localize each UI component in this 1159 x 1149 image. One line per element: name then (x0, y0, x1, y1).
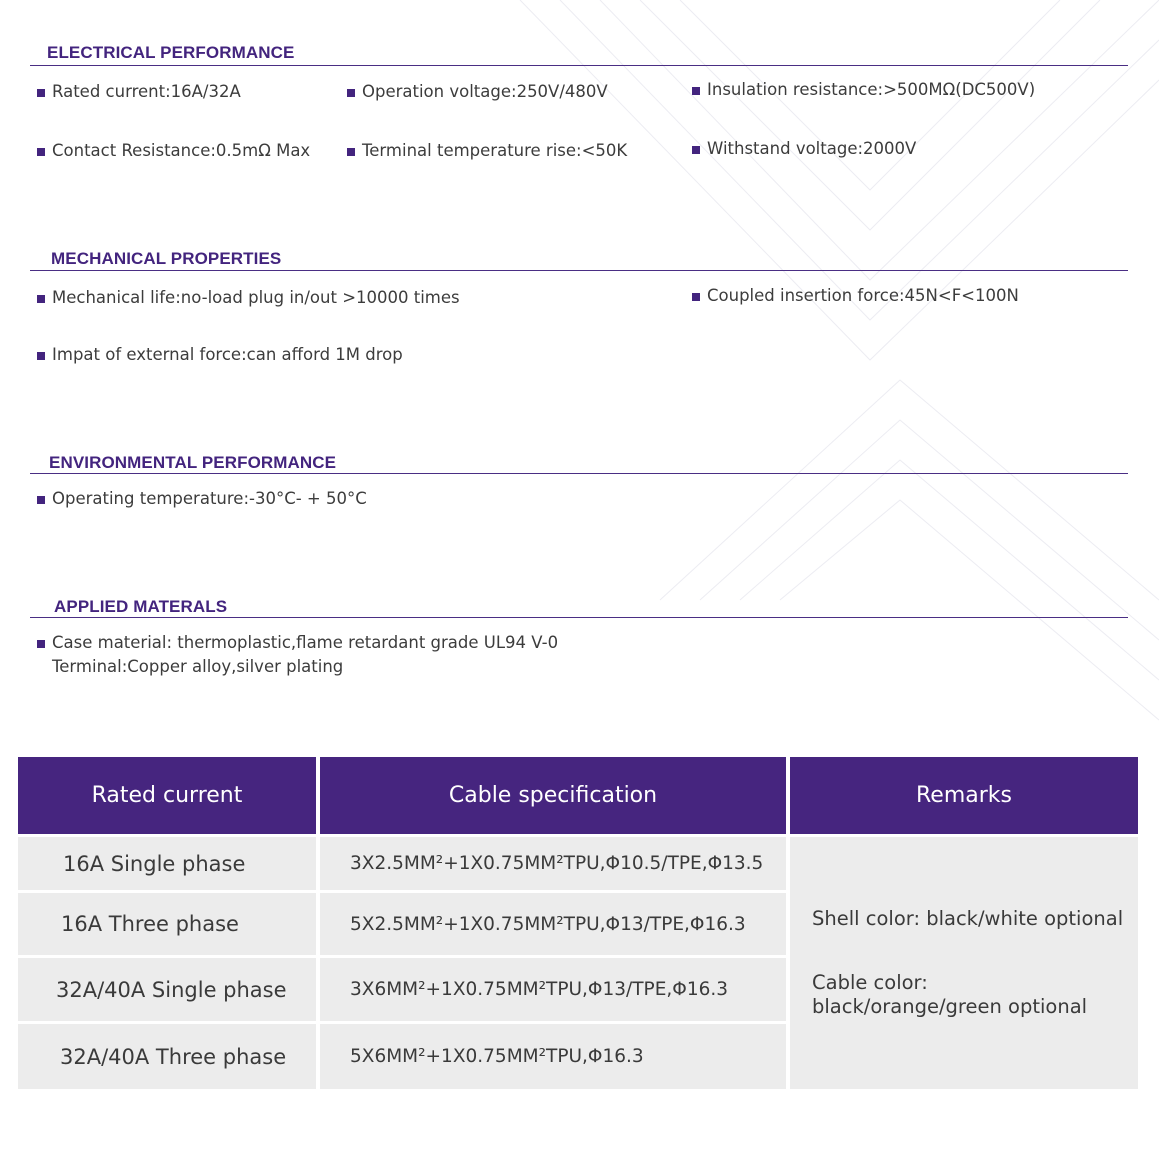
list-item: Withstand voltage:2000V (707, 137, 916, 161)
list-item: Terminal temperature rise:<50K (362, 139, 627, 163)
bullet-square-icon (692, 293, 700, 301)
bullet-square-icon (692, 146, 700, 154)
material-case: Case material: thermoplastic,flame retardant grade UL94 V-0 (52, 633, 559, 652)
table-cell-current: 16A Single phase (18, 837, 316, 890)
remark-shell-color: Shell color: black/white optional (812, 907, 1124, 930)
section-divider (30, 617, 1128, 618)
material-terminal: Terminal:Copper alloy,silver plating (52, 657, 344, 676)
bullet-square-icon (37, 640, 45, 648)
table-cell-cable: 3X2.5MM²+1X0.75MM²TPU,Φ10.5/TPE,Φ13.5 (320, 837, 786, 890)
bullet-square-icon (347, 148, 355, 156)
table-cell-current: 32A/40A Single phase (18, 958, 316, 1021)
list-item: Contact Resistance:0.5mΩ Max (52, 139, 310, 163)
list-item: Mechanical life:no-load plug in/out >10000 times (52, 286, 460, 310)
table-cell-cable: 3X6MM²+1X0.75MM²TPU,Φ13/TPE,Φ16.3 (320, 958, 786, 1021)
table-cell-remarks (790, 837, 1138, 1089)
table-header-rated-current: Rated current (18, 757, 316, 834)
section-divider (30, 473, 1128, 474)
bullet-square-icon (37, 496, 45, 504)
section-divider (30, 65, 1128, 66)
bullet-square-icon (37, 295, 45, 303)
bullet-square-icon (37, 352, 45, 360)
list-item: Insulation resistance:>500MΩ(DC500V) (707, 78, 1035, 102)
bullet-square-icon (347, 89, 355, 97)
bullet-square-icon (37, 148, 45, 156)
section-title-environmental: ENVIRONMENTAL PERFORMANCE (49, 453, 337, 472)
bullet-square-icon (37, 89, 45, 97)
table-cell-current: 16A Three phase (18, 893, 316, 955)
list-item: Impat of external force:can afford 1M drop (52, 343, 403, 367)
list-item (52, 631, 558, 679)
section-title-mechanical: MECHANICAL PROPERTIES (51, 249, 282, 268)
table-header-remarks: Remarks (790, 757, 1138, 834)
section-title-electrical: ELECTRICAL PERFORMANCE (47, 43, 295, 62)
table-cell-cable: 5X2.5MM²+1X0.75MM²TPU,Φ13/TPE,Φ16.3 (320, 893, 786, 955)
table-cell-current: 32A/40A Three phase (18, 1024, 316, 1089)
list-item: Coupled insertion force:45N<F<100N (707, 284, 1019, 308)
list-item: Operation voltage:250V/480V (362, 80, 608, 104)
table-cell-cable: 5X6MM²+1X0.75MM²TPU,Φ16.3 (320, 1024, 786, 1089)
spec-table (18, 757, 1138, 1089)
section-title-materials: APPLIED MATERALS (54, 597, 228, 616)
list-item: Operating temperature:-30°C- + 50°C (52, 487, 367, 511)
list-item: Rated current:16A/32A (52, 80, 241, 104)
table-header-cable-specification: Cable specification (320, 757, 786, 834)
bullet-square-icon (692, 87, 700, 95)
remark-cable-color: Cable color: black/orange/green optional (812, 971, 1088, 1018)
section-divider (30, 270, 1128, 271)
